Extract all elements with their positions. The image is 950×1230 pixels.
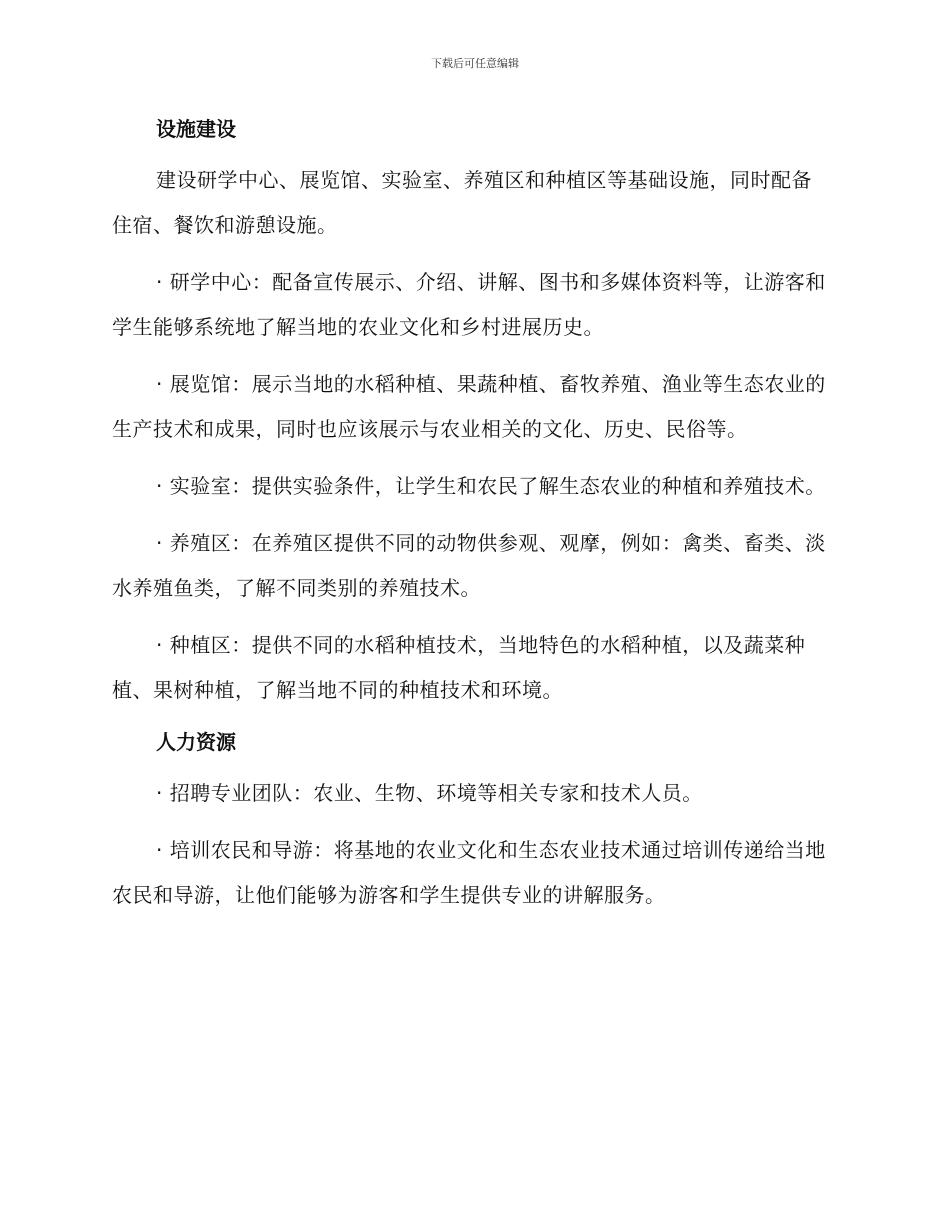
paragraph-research-center: · 研学中心：配备宣传展示、介绍、讲解、图书和多媒体资料等，让游客和学生能够系统地了解当地的农业文化和乡村进展历史。: [112, 270, 826, 339]
section-heading-facilities: 设施建设: [156, 117, 236, 141]
document-body: [112, 112, 832, 930]
paragraph-planting-area: · 种植区：提供不同的水稻种植技术，当地特色的水稻种植，以及蔬菜种植、果树种植，了解当地不同的种植技术和环境。: [112, 633, 806, 702]
paragraph-exhibition-hall: · 展览馆：展示当地的水稻种植、果蔬种植、畜牧养殖、渔业等生态农业的生产技术和成果，同时也应该展示与农业相关的文化、历史、民俗等。: [112, 372, 826, 441]
paragraph-train-farmers-guides: · 培训农民和导游：将基地的农业文化和生态农业技术通过培训传递给当地农民和导游，让他们能够为游客和学生提供专业的讲解服务。: [112, 838, 826, 907]
paragraph-breeding-area: · 养殖区：在养殖区提供不同的动物供参观、观摩，例如：禽类、畜类、淡水养殖鱼类，了解不同类别的养殖技术。: [112, 531, 826, 600]
paragraph-facilities-intro: 建设研学中心、展览馆、实验室、养殖区和种植区等基础设施，同时配备住宿、餐饮和游憩设施。: [112, 168, 812, 237]
paragraph-laboratory: · 实验室：提供实验条件，让学生和农民了解生态农业的种植和养殖技术。: [156, 474, 826, 498]
section-heading-human-resources: 人力资源: [156, 730, 236, 754]
header-note: 下载后可任意编辑: [431, 57, 519, 70]
paragraph-recruit-team: · 招聘专业团队：农业、生物、环境等相关专家和技术人员。: [156, 781, 703, 805]
